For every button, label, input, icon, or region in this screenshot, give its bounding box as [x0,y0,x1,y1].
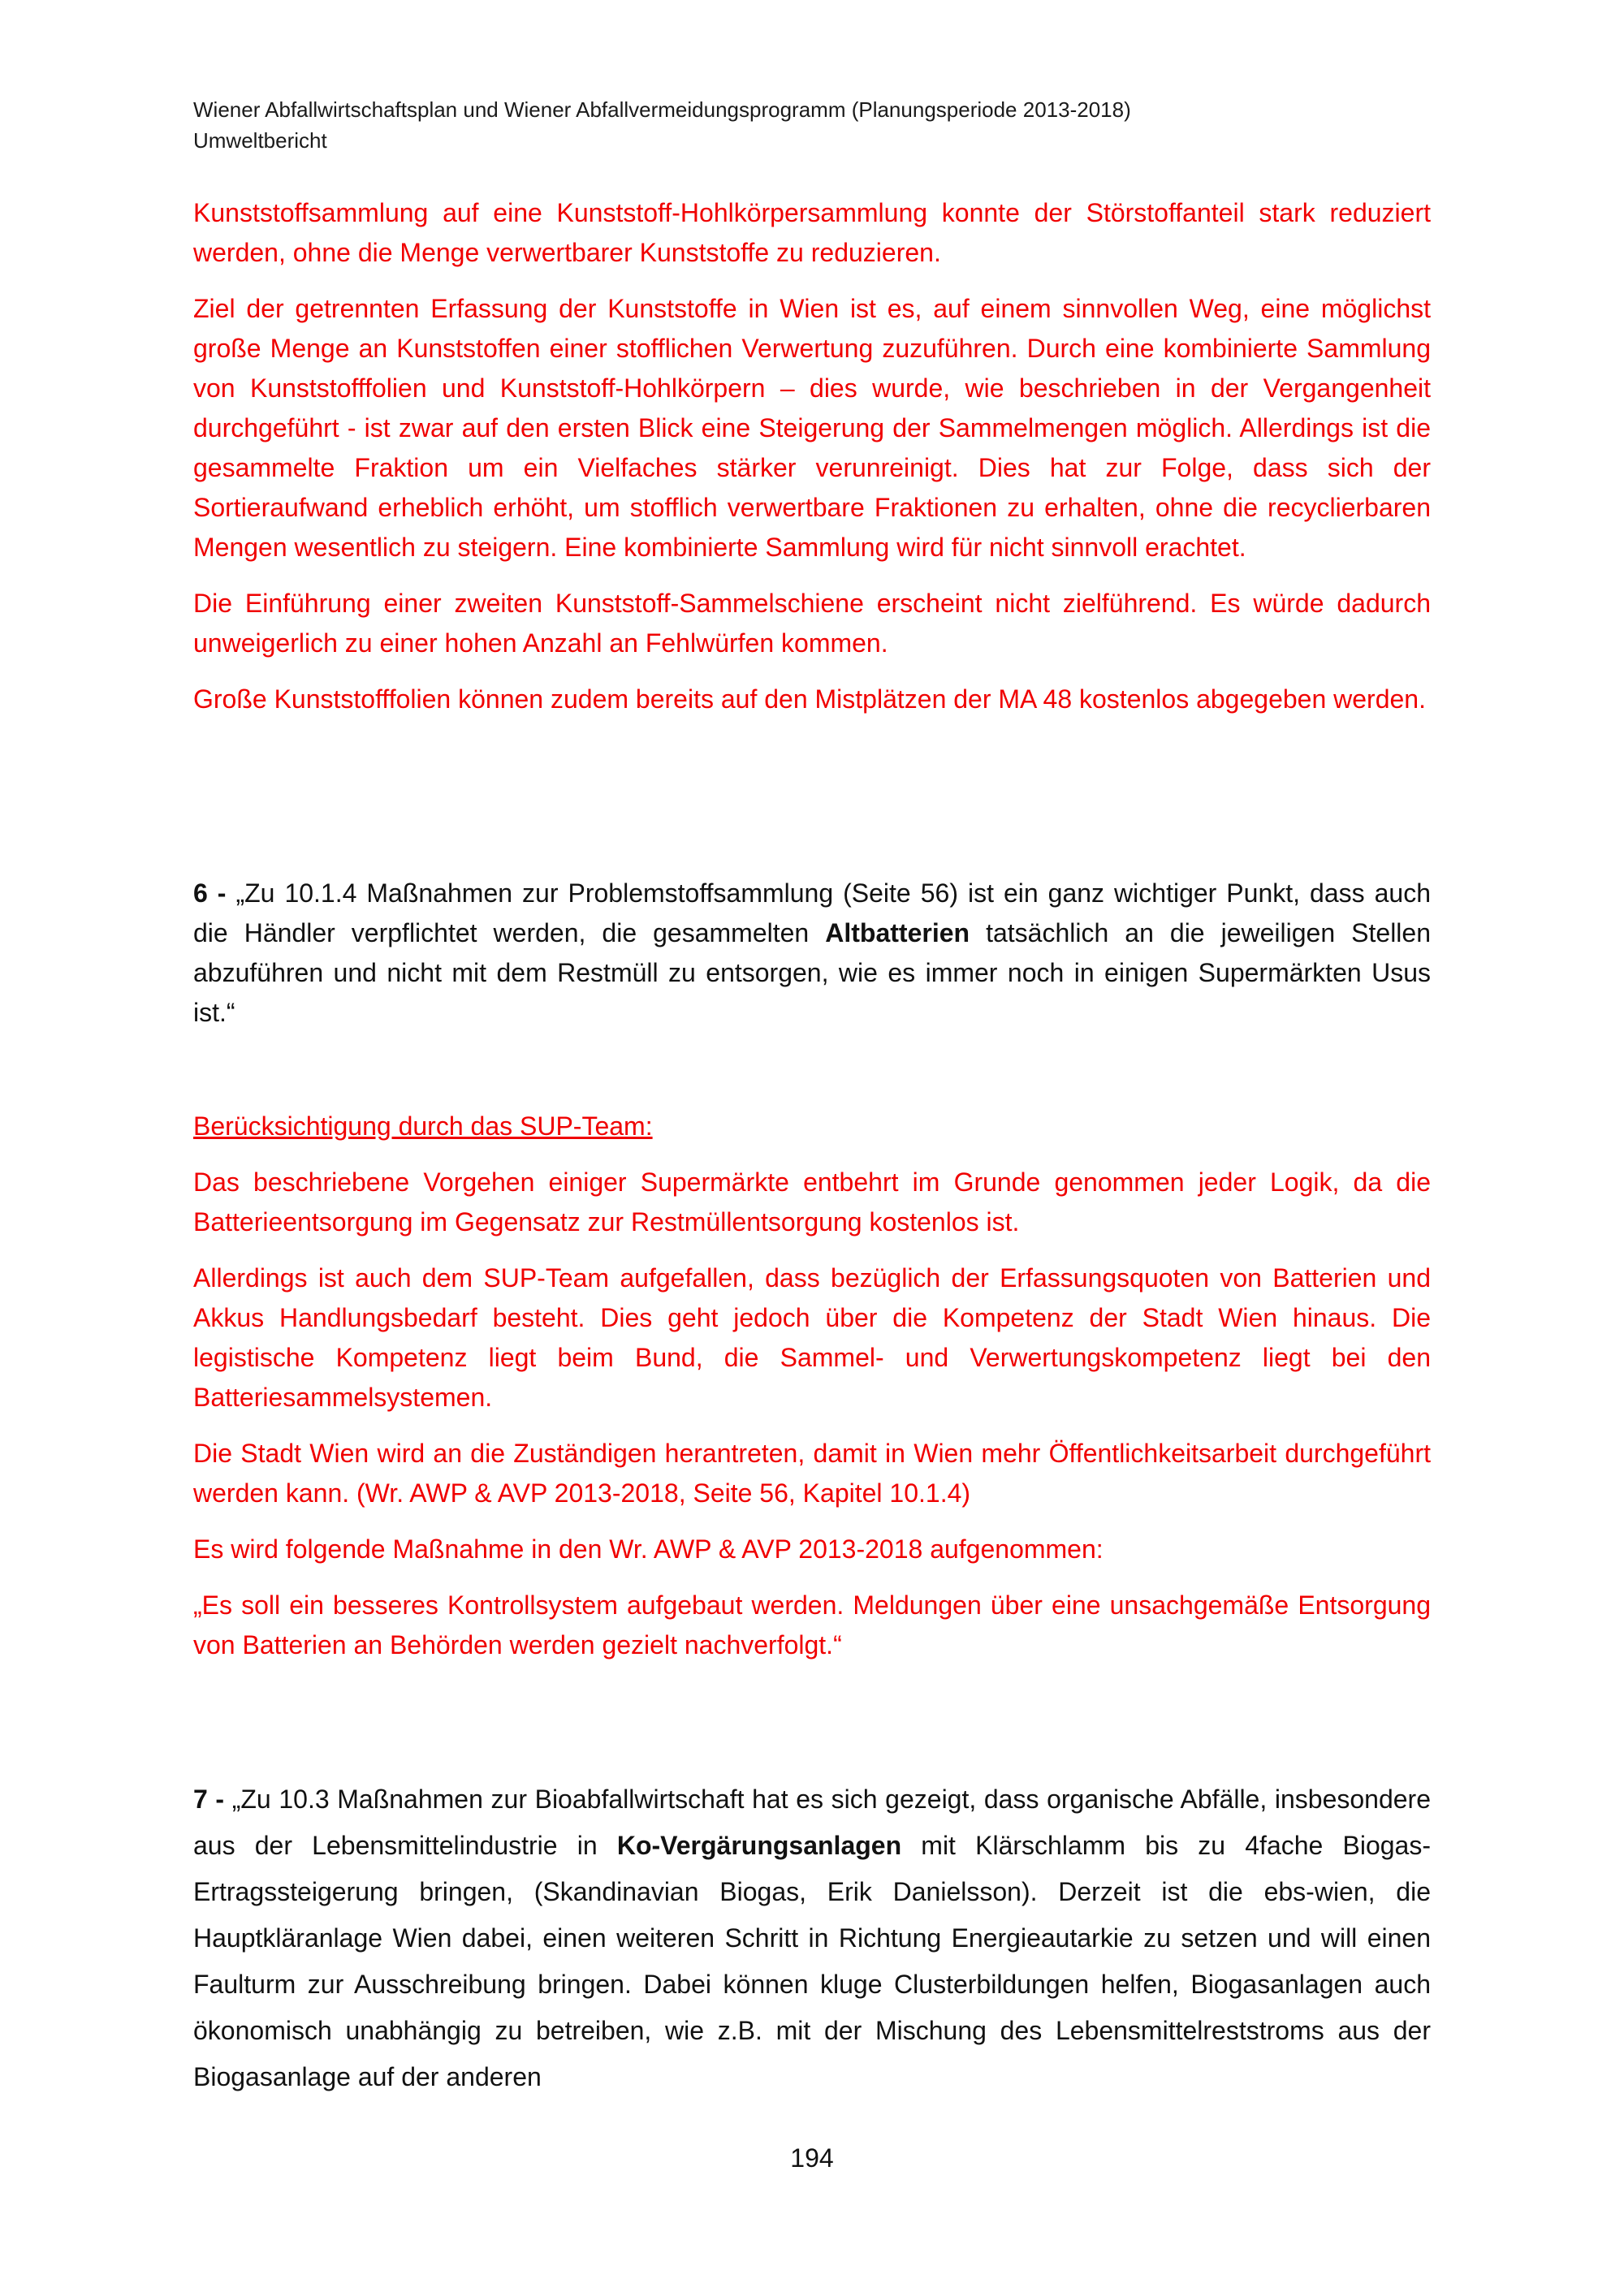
paragraph: Es wird folgende Maßnahme in den Wr. AWP & AVP 2013-2018 aufgenommen: [193,1534,1104,1564]
comment-7 [193,1776,1431,2100]
comment-text: „Zu 10.1.4 Maßnahmen zur Problemstoffsammlung (Seite 56) ist ein ganz wichtiger Punkt, dass auch die Händler verpflichtet werden, die gesammelten [193,878,1432,947]
paragraph: Das beschriebene Vorgehen einiger Supermärkte entbehrt im Grunde genommen jeder Logik, da die Batterieentsorgung im Gegensatz zur Restmüllentsorgung kostenlos ist. [193,1167,1431,1236]
comment-text: tatsächlich an die jeweiligen Stellen abzuführen und nicht mit dem Restmüll zu entsorgen, wie es immer noch in einigen Supermärkten Usus ist.“ [193,918,1432,1027]
paragraph: Die Einführung einer zweiten Kunststoff-Sammelschiene erscheint nicht zielführend. Es würde dadurch unweigerlich zu einer hohen Anzahl an Fehlwürfen kommen. [193,589,1431,658]
measure-quote: „Es soll ein besseres Kontrollsystem aufgebaut werden. Meldungen über eine unsachgemäße Entsorgung von Batterien an Behörden werden gezielt nachverfolgt.“ [193,1590,1431,1659]
header-subtitle: Umweltbericht [193,128,327,153]
comment-6 [193,874,1431,1033]
running-header [193,94,1131,156]
response-continuation [193,193,1431,719]
paragraph: Kunststoffsammlung auf eine Kunststoff-Hohlkörpersammlung konnte der Störstoffanteil stark reduziert werden, ohne die Menge verwertbarer Kunststoffe zu reduzieren. [193,198,1431,267]
paragraph: Große Kunststofffolien können zudem bereits auf den Mistplätzen der MA 48 kostenlos abgegeben werden. [193,684,1426,714]
paragraph: Die Stadt Wien wird an die Zuständigen herantreten, damit in Wien mehr Öffentlichkeitsarbeit durchgeführt werden kann. (Wr. AWP & AVP 2013-2018, Seite 56, Kapitel 10.1.4) [193,1439,1431,1508]
comment-text: mit Klärschlamm bis zu 4fache Biogas-Ertragssteigerung bringen, (Skandinavian Biogas, Erik Danielsson). Derzeit ist die ebs-wien, die Hauptkläranlage Wien dabei, einen weiteren Schritt in Richtung Energieautarkie zu setzen und will einen Faulturm zur Ausschreibung bringen. Dabei können kluge Clusterbildungen helfen, Biogasanlagen auch ökonomisch unabhängig zu betreiben, wie z.B. mit der Mischung des Lebensmittelreststroms aus der Biogasanlage auf der anderen [193,1831,1432,2091]
paragraph: Allerdings ist auch dem SUP-Team aufgefallen, dass bezüglich der Erfassungsquoten von Batterien und Akkus Handlungsbedarf besteht. Dies geht jedoch über die Kompetenz der Stadt Wien hinaus. Die legistische Kompetenz liegt beim Bund, die Sammel- und Verwertungskompetenz liegt bei den Batteriesammelsystemen. [193,1263,1431,1412]
header-title: Wiener Abfallwirtschaftsplan und Wiener Abfallvermeidungsprogramm (Planungsperiode 2013-2018) [193,97,1131,122]
response-heading: Berücksichtigung durch das SUP-Team: [193,1111,653,1141]
paragraph: Ziel der getrennten Erfassung der Kunststoffe in Wien ist es, auf einem sinnvollen Weg, eine möglichst große Menge an Kunststoffen einer stofflichen Verwertung zuzuführen. Durch eine kombinierte Sammlung von Kunststofffolien und Kunststoff-Hohlkörpern – dies wurde, wie beschrieben in der Vergangenheit durchgeführt - ist zwar auf den ersten Blick eine Steigerung der Sammelmengen möglich. Allerdings ist die gesammelte Fraktion um ein Vielfaches stärker verunreinigt. Dies hat zur Folge, dass sich der Sortieraufwand erheblich erhöht, um stofflich verwertbare Fraktionen zu erhalten, ohne die recyclierbaren Mengen wesentlich zu steigern. Eine kombinierte Sammlung wird für nicht sinnvoll erachtet. [193,294,1431,562]
comment-text: „Zu 10.3 Maßnahmen zur Bioabfallwirtschaft hat es sich gezeigt, dass organische Abfälle, insbesondere aus der Lebensmittelindustrie in [193,1785,1432,1860]
comment-number: 7 - [193,1785,225,1814]
sup-team-response [193,1107,1431,1665]
comment-number: 6 - [193,878,227,908]
emphasis: Ko-Vergärungsanlagen [616,1831,902,1860]
page-number: 194 [790,2143,834,2173]
emphasis: Altbatterien [825,918,970,947]
